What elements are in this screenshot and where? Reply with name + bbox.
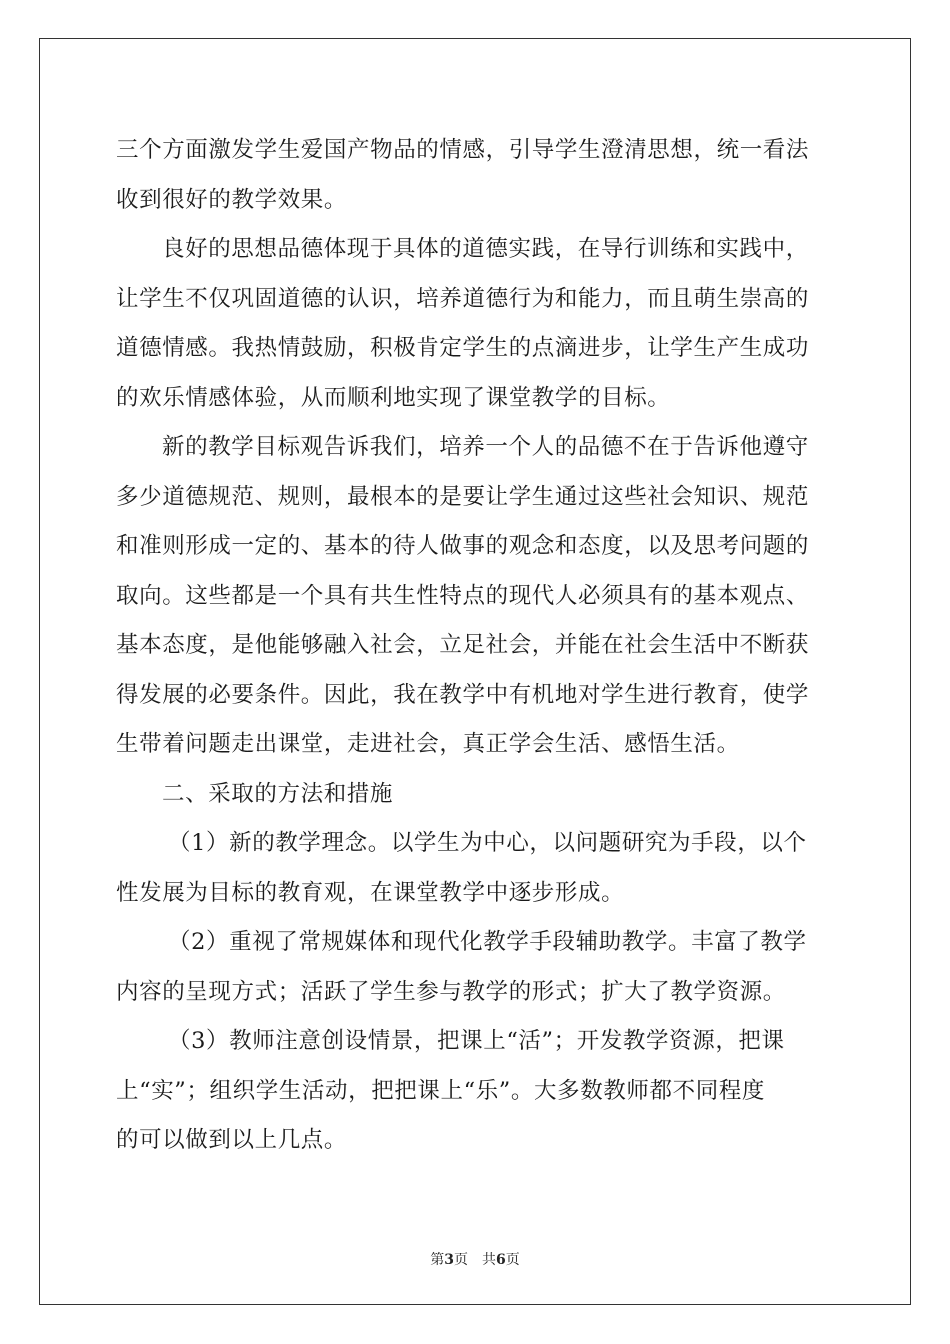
- current-page-number: 3: [444, 1252, 454, 1268]
- paragraph-line: 新的教学目标观告诉我们，培养一个人的品德不在于告诉他遵守: [162, 434, 809, 460]
- paragraph-line: 生带着问题走出课堂，走进社会，真正学会生活、感悟生活。: [116, 731, 740, 757]
- section-heading: 二、采取的方法和措施: [162, 780, 394, 807]
- paragraph-line: 的可以做到以上几点。: [116, 1127, 348, 1153]
- paragraph-line: （1）新的教学理念。以学生为中心，以问题研究为手段，以个: [168, 830, 807, 856]
- page-mid: 页 共: [454, 1252, 496, 1268]
- paragraph-line: 上“实”；组织学生活动，把把课上“乐”。大多数教师都不同程度: [116, 1077, 766, 1104]
- paragraph-line: 让学生不仅巩固道德的认识，培养道德行为和能力，而且萌生崇高的: [116, 285, 810, 312]
- paragraph-line: （2）重视了常规媒体和现代化教学手段辅助教学。丰富了教学: [168, 929, 807, 955]
- paragraph-line: 三个方面激发学生爱国产物品的情感，引导学生澄清思想，统一看法: [116, 137, 810, 163]
- total-page-number: 6: [496, 1252, 506, 1268]
- page-number-footer: [0, 1249, 950, 1269]
- paragraph-line: 基本态度，是他能够融入社会，立足社会，并能在社会生活中不断获: [116, 632, 810, 658]
- paragraph-line: 性发展为目标的教育观，在课堂教学中逐步形成。: [116, 879, 625, 906]
- paragraph-line: 内容的呈现方式；活跃了学生参与教学的形式；扩大了教学资源。: [116, 978, 786, 1005]
- paragraph-line: 多少道德规范、规则，最根本的是要让学生通过这些社会知识、规范: [116, 483, 810, 510]
- paragraph-line: 道德情感。我热情鼓励，积极肯定学生的点滴进步，让学生产生成功: [116, 335, 810, 361]
- paragraph-line: 取向。这些都是一个具有共生性特点的现代人必须具有的基本观点、: [116, 582, 810, 609]
- paragraph-line: 得发展的必要条件。因此，我在教学中有机地对学生进行教育，使学: [116, 681, 810, 708]
- paragraph-line: 收到很好的教学效果。: [116, 186, 348, 213]
- page-prefix: 第: [430, 1252, 445, 1268]
- paragraph-line: 和准则形成一定的、基本的待人做事的观念和态度，以及思考问题的: [116, 533, 810, 559]
- document-body: [116, 126, 836, 1166]
- paragraph-line: （3）教师注意创设情景，把课上“活”；开发教学资源，把课: [168, 1028, 785, 1054]
- page-suffix: 页: [505, 1252, 520, 1268]
- paragraph-line: 的欢乐情感体验，从而顺利地实现了课堂教学的目标。: [116, 384, 671, 411]
- paragraph-line: 良好的思想品德体现于具体的道德实践，在导行训练和实践中，: [162, 236, 809, 262]
